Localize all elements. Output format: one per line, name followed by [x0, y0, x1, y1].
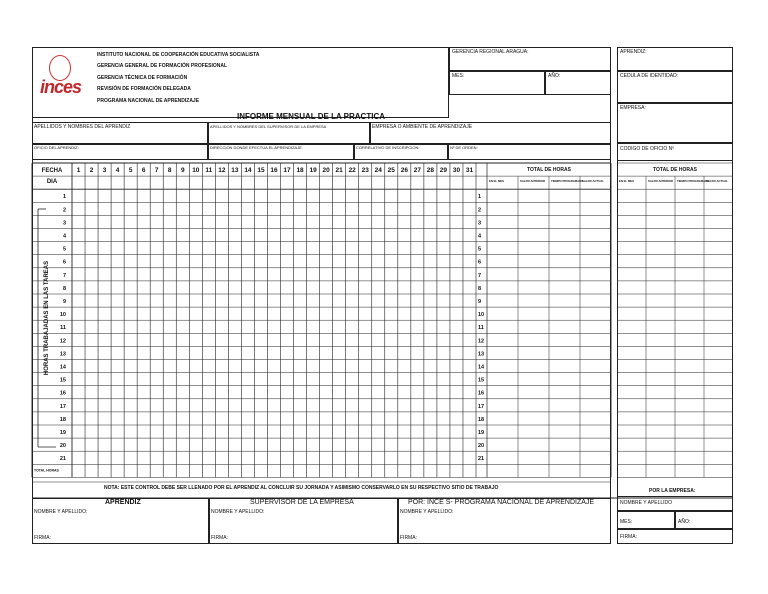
- day-number-28: 28: [426, 167, 435, 174]
- total-col-3: SALDO ACTUAL: [582, 179, 604, 184]
- day-number-11: 11: [205, 167, 213, 174]
- por-la-empresa-label: POR LA EMPRESA:: [649, 488, 696, 494]
- apellidos-supervisor-label: APELLIDOS Y NOMBRES DEL SUPERVISOR DE LA EMPRESA: [210, 124, 327, 129]
- row-number-right-17: 17: [478, 403, 485, 410]
- header-line-3: GERENCIA TÉCNICA DE FORMACIÓN: [97, 75, 188, 81]
- day-number-2: 2: [89, 167, 94, 174]
- day-number-27: 27: [413, 167, 421, 174]
- total-col-0: EN EL MES: [489, 179, 505, 184]
- row-number-left-17: 17: [59, 403, 66, 410]
- row-number-right-4: 4: [478, 233, 482, 240]
- apellidos-aprendiz-label: APELLIDOS Y NOMBRES DEL APRENDIZ: [34, 124, 131, 130]
- day-number-14: 14: [244, 167, 252, 174]
- total-col-1: SALDO ANTERIOR: [520, 179, 546, 184]
- footer-supervisor-title: SUPERVISOR DE LA EMPRESA: [250, 499, 354, 506]
- row-number-left-11: 11: [60, 325, 66, 332]
- day-number-8: 8: [167, 167, 172, 174]
- row-number-left-4: 4: [62, 233, 66, 240]
- header-line-4: REVISIÓN DE FORMACIÓN DELEGADA: [97, 86, 191, 92]
- row-number-right-19: 19: [478, 430, 485, 436]
- day-number-23: 23: [361, 167, 369, 174]
- day-number-18: 18: [296, 167, 304, 174]
- day-number-16: 16: [270, 167, 278, 174]
- day-number-31: 31: [465, 167, 474, 174]
- header-line-2: GERENCIA GENERAL DE FORMACIÓN PROFESIONAL: [97, 63, 228, 69]
- fecha-label: FECHA: [41, 168, 63, 174]
- right-nombre-label: NOMBRE Y APELLIDO: [620, 500, 673, 506]
- row-number-left-2: 2: [62, 207, 66, 214]
- footer-supervisor-nombre: NOMBRE Y APELLIDO:: [211, 509, 265, 515]
- day-number-3: 3: [102, 167, 107, 174]
- right-col-3: SALDO ACTUAL: [706, 179, 728, 184]
- aprendiz-right-label: APRENDIZ:: [620, 49, 647, 55]
- row-number-right-7: 7: [478, 272, 482, 279]
- orden-label: Nº DE ORDEN:: [450, 145, 478, 150]
- codigo-label: CODIGO DE OFICIO Nº: [620, 146, 675, 152]
- day-number-20: 20: [322, 167, 330, 174]
- day-number-6: 6: [141, 167, 146, 174]
- row-number-right-10: 10: [478, 312, 485, 319]
- row-number-left-1: 1: [62, 194, 66, 201]
- day-number-7: 7: [154, 167, 159, 174]
- row-number-right-8: 8: [478, 285, 482, 292]
- row-number-right-11: 11: [478, 325, 484, 332]
- row-number-left-13: 13: [59, 351, 66, 358]
- row-number-left-9: 9: [62, 299, 66, 305]
- row-number-right-5: 5: [478, 246, 482, 253]
- row-number-left-18: 18: [59, 416, 66, 423]
- footer-aprendiz-firma: FIRMA:: [34, 535, 51, 541]
- row-number-left-5: 5: [62, 246, 66, 253]
- day-number-30: 30: [452, 167, 461, 174]
- day-number-29: 29: [439, 167, 448, 174]
- row-number-left-19: 19: [59, 430, 66, 436]
- cedula-label: CEDULA DE IDENTIDAD:: [620, 73, 679, 79]
- row-number-left-14: 14: [59, 364, 66, 371]
- header-line-5: PROGRAMA NACIONAL DE APRENDIZAJE: [97, 98, 200, 104]
- right-mes-label: MES:: [620, 519, 633, 525]
- form-title: INFORME MENSUAL DE LA PRACTICA: [237, 112, 385, 121]
- footer-aprendiz-title: APRENDIZ: [105, 499, 141, 506]
- right-col-0: EN EL MES: [619, 179, 635, 184]
- day-number-22: 22: [348, 167, 356, 174]
- total-col-2: TIEMPO PROGRAMADO: [551, 179, 584, 184]
- correlativo-label: CORRELATIVO DE INSCRIPCION:: [356, 145, 420, 150]
- row-number-right-13: 13: [478, 351, 485, 358]
- day-number-25: 25: [387, 167, 395, 174]
- day-number-10: 10: [192, 167, 200, 174]
- row-number-right-2: 2: [478, 207, 482, 214]
- row-number-right-14: 14: [478, 364, 485, 371]
- direccion-label: DIRECCION DONDE EFECTUA EL APRENDIZAJE: [210, 145, 302, 150]
- row-number-right-6: 6: [478, 259, 482, 266]
- row-number-left-12: 12: [59, 338, 66, 345]
- day-number-13: 13: [231, 167, 239, 174]
- row-number-right-15: 15: [478, 377, 485, 384]
- gerencia-regional-label: GERENCIA REGIONAL ARAGUA:: [452, 49, 529, 55]
- day-number-26: 26: [400, 167, 408, 174]
- day-number-17: 17: [283, 167, 291, 174]
- row-number-right-3: 3: [478, 220, 482, 227]
- right-total-horas-header: TOTAL DE HORAS: [653, 167, 697, 173]
- right-col-2: TIEMPO PROGRAMADO: [677, 179, 710, 184]
- row-number-left-21: 21: [59, 456, 66, 463]
- row-number-right-20: 20: [478, 443, 485, 450]
- row-number-left-6: 6: [62, 259, 66, 266]
- row-number-left-15: 15: [59, 377, 66, 384]
- right-col-1: SALDO ANTERIOR: [648, 179, 674, 184]
- day-number-24: 24: [374, 167, 382, 174]
- row-number-right-12: 12: [478, 338, 485, 345]
- row-number-right-9: 9: [478, 299, 482, 305]
- day-number-21: 21: [335, 167, 343, 174]
- total-horas-row-label: TOTAL HORAS: [34, 468, 59, 473]
- right-firma-label: FIRMA:: [620, 534, 637, 540]
- oficio-label: OFICIO DEL APRENDIZ:: [34, 145, 79, 150]
- row-number-left-3: 3: [62, 220, 66, 227]
- row-number-left-8: 8: [62, 285, 66, 292]
- row-number-right-16: 16: [478, 390, 485, 397]
- mes-label: MES:: [452, 73, 465, 79]
- row-number-left-10: 10: [59, 312, 66, 319]
- ano-label: AÑO:: [548, 73, 561, 79]
- footer-ince-nombre: NOMBRE Y APELLIDO:: [400, 509, 454, 515]
- day-number-15: 15: [257, 167, 265, 174]
- dia-label: DIA: [46, 179, 58, 186]
- side-label: HORAS TRABAJADAS EN LAS TAREAS: [44, 260, 51, 376]
- right-ano-label: AÑO:: [678, 519, 691, 525]
- footer-aprendiz-nombre: NOMBRE Y APELLIDO:: [34, 509, 88, 515]
- day-number-12: 12: [218, 167, 226, 174]
- row-number-right-1: 1: [478, 194, 482, 201]
- day-number-5: 5: [128, 167, 133, 174]
- row-number-right-18: 18: [478, 416, 485, 423]
- empresa-right-label: EMPRESA:: [620, 105, 646, 111]
- row-number-left-20: 20: [59, 443, 66, 450]
- empresa-ambiente-label: EMPRESA O AMBIENTE DE APRENDIZAJE: [372, 124, 473, 130]
- day-number-1: 1: [76, 167, 81, 174]
- day-number-9: 9: [180, 167, 185, 174]
- total-horas-header: TOTAL DE HORAS: [527, 167, 571, 173]
- footer-ince-title: POR: INCE S- PROGRAMA NACIONAL DE APRENDIZAJE: [408, 499, 595, 506]
- day-number-19: 19: [309, 167, 317, 174]
- day-number-4: 4: [115, 167, 120, 174]
- footer-supervisor-firma: FIRMA:: [211, 535, 228, 541]
- row-number-right-21: 21: [478, 456, 485, 463]
- nota-text: NOTA: ESTE CONTROL DEBE SER LLENADO POR EL APRENDIZ AL CONCLUIR SU JORNADA Y ASIMISMO CONSERVARLO EN SU RESPECTIVO SITIO DE TRABAJO: [104, 485, 499, 491]
- header-line-1: INSTITUTO NACIONAL DE COOPERACIÓN EDUCATIVA SOCIALISTA: [97, 52, 260, 58]
- footer-ince-firma: FIRMA:: [400, 535, 417, 541]
- inces-logo: inces: [40, 77, 82, 97]
- row-number-left-7: 7: [62, 272, 66, 279]
- row-number-left-16: 16: [59, 390, 66, 397]
